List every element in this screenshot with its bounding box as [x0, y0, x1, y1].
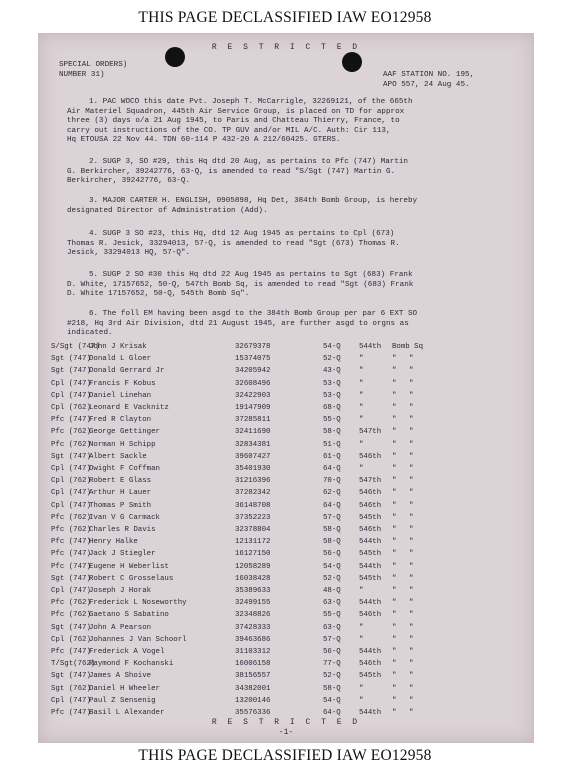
roster-squadron: " [392, 391, 397, 400]
roster-mos: 58-Q [323, 428, 341, 437]
punch-hole-right [342, 52, 362, 72]
roster-name: Fred R Clayton [89, 416, 152, 425]
roster-mos: 57-Q [323, 635, 341, 644]
roster-squadron: " [392, 696, 397, 705]
paragraph-line: D. White 17157652, 50-Q, 545th Bomb Sq". [67, 290, 250, 299]
roster-row [39, 624, 533, 634]
roster-serial: 37352223 [235, 513, 271, 522]
roster-squadron: " [392, 672, 397, 681]
roster-squadron: " [392, 355, 397, 364]
roster-squadron: " [392, 465, 397, 473]
roster-rank: Pfc (747) [51, 550, 91, 559]
roster-squadron: " [392, 404, 397, 412]
roster-row [39, 514, 533, 524]
roster-rank: Cpl (747) [51, 379, 91, 388]
roster-rank: Pfc (762) [51, 513, 91, 522]
roster-serial: 32378804 [235, 526, 271, 534]
roster-squadron: " [392, 550, 397, 559]
roster-unit: 545th [359, 513, 382, 522]
roster-row [39, 489, 533, 499]
roster-squadron: " [392, 587, 397, 595]
paragraph-line: D. White, 17157652, 50-Q, 547th Bomb Sq, is amended to read "Sgt (683) Frank [67, 280, 414, 289]
roster-ditto: " [409, 501, 414, 510]
roster-serial: 19147909 [235, 404, 271, 412]
roster-squadron: " [392, 501, 397, 510]
roster-row [39, 367, 533, 377]
roster-ditto: " [409, 562, 414, 571]
paragraph-line: Thomas R. Jesick, 33294013, 57-Q, is amended to read "Sgt (673) Thomas R. [67, 239, 400, 248]
roster-row [39, 563, 533, 573]
paragraph-2 [67, 158, 507, 187]
roster-serial: 16006158 [235, 660, 271, 669]
roster-squadron: " [392, 428, 397, 437]
roster-mos: 58-Q [323, 538, 341, 547]
roster-squadron: " [392, 538, 397, 547]
roster-row [39, 697, 533, 707]
paragraph-line: Berkircher, 39242776, 63-Q. [67, 177, 191, 186]
roster-row [39, 538, 533, 548]
roster-ditto: " [409, 635, 414, 644]
roster-rank: Sgt (747) [51, 355, 91, 364]
roster-ditto: " [409, 452, 414, 461]
roster-row [39, 636, 533, 646]
roster-squadron: " [392, 709, 397, 717]
roster-rank: Sgt (747) [51, 623, 91, 632]
roster-serial: 37428333 [235, 623, 271, 632]
classification-header: R E S T R I C T E D [211, 43, 361, 52]
roster-serial: 32411690 [235, 428, 271, 437]
roster-mos: 56-Q [323, 550, 341, 559]
roster-serial: 12131172 [235, 538, 271, 547]
roster-ditto: " [409, 526, 414, 534]
roster-rank: Cpl (762) [51, 635, 91, 644]
roster-unit: " [359, 587, 364, 595]
paragraph-3 [67, 197, 507, 216]
roster-name: George Gettinger [89, 428, 160, 437]
roster-unit: 544th [359, 343, 382, 351]
roster-unit: " [359, 635, 364, 644]
roster-rank: Cpl (762) [51, 404, 91, 412]
roster-row [39, 587, 533, 597]
roster-squadron: " [392, 660, 397, 669]
roster-mos: 52-Q [323, 574, 341, 583]
roster-mos: 64-Q [323, 465, 341, 473]
roster-serial: 36148708 [235, 501, 271, 510]
roster-ditto: " [409, 709, 414, 717]
roster-squadron: " [392, 526, 397, 534]
roster-unit: " [359, 355, 364, 364]
roster-unit: 547th [359, 428, 382, 437]
roster-ditto: " [409, 355, 414, 364]
roster-ditto: " [409, 623, 414, 632]
paragraph-line: designated Director of Administration (Add). [67, 206, 268, 215]
roster-name: Raymond F Kochanski [89, 660, 174, 669]
roster-mos: 64-Q [323, 709, 341, 717]
roster-ditto: " [409, 599, 414, 608]
paragraph-line: #218, Hq 3rd Air Division, dtd 21 August 1945, are further asgd to orgns as [67, 319, 409, 328]
roster-unit: 546th [359, 452, 382, 461]
roster-unit: 545th [359, 550, 382, 559]
roster-name: Daniel H Wheeler [89, 684, 160, 693]
roster-serial: 37285811 [235, 416, 271, 425]
roster-row [39, 428, 533, 438]
roster-squadron: " [392, 440, 397, 449]
roster-rank: Sgt (762) [51, 684, 91, 693]
roster-name: Albert Sackle [89, 452, 147, 461]
roster-ditto: " [409, 660, 414, 669]
roster-squadron: " [392, 489, 397, 498]
roster-unit: " [359, 623, 364, 632]
roster-rank: Pfc (762) [51, 599, 91, 608]
roster-row [39, 416, 533, 426]
roster-name: Paul Z Sensenig [89, 696, 156, 705]
roster-rank: Pfc (747) [51, 648, 91, 656]
roster-name: Frederick A Vogel [89, 648, 165, 656]
roster-name: Jack J Stiegler [89, 550, 156, 559]
roster-serial: 35401930 [235, 465, 271, 473]
roster-row [39, 550, 533, 560]
roster-mos: 52-Q [323, 672, 341, 681]
roster-row [39, 660, 533, 670]
roster-serial: 12058289 [235, 562, 271, 571]
roster-squadron: " [392, 599, 397, 608]
roster-row [39, 502, 533, 512]
roster-unit: 546th [359, 526, 382, 534]
station-label: AAF STATION NO. 195, [383, 71, 475, 79]
roster-mos: 77-Q [323, 660, 341, 669]
roster-ditto: " [409, 428, 414, 437]
roster-serial: 35576336 [235, 709, 271, 717]
paragraph-line: three (3) days o/a 21 Aug 1945, to Paris and Chatteau Thierry, France, to [67, 117, 400, 126]
roster-ditto: " [409, 440, 414, 449]
roster-rank: T/Sgt(762) [51, 660, 96, 669]
roster-name: Dwight F Coffman [89, 465, 160, 473]
roster-serial: 32608496 [235, 379, 271, 388]
roster-mos: 63-Q [323, 623, 341, 632]
roster-mos: 70-Q [323, 477, 341, 486]
roster-rank: Pfc (762) [51, 440, 91, 449]
roster-squadron: " [392, 452, 397, 461]
classification-footer: R E S T R I C T E D [211, 718, 361, 727]
roster-serial: 39607427 [235, 452, 271, 461]
roster-unit: 546th [359, 489, 382, 498]
roster-mos: 61-Q [323, 452, 341, 461]
roster-squadron: " [392, 574, 397, 583]
document-page [38, 33, 534, 743]
roster-row [39, 672, 533, 682]
roster-ditto: " [409, 550, 414, 559]
roster-rank: Pfc (747) [51, 538, 91, 547]
roster-unit: " [359, 684, 364, 693]
paragraph-line: G. Berkircher, 39242776, 63-Q, is amended to read "S/Sgt (747) Martin G. [67, 167, 396, 176]
roster-mos: 54-Q [323, 343, 341, 351]
roster-serial: 32499155 [235, 599, 271, 608]
roster-unit: 544th [359, 538, 382, 547]
roster-mos: 51-Q [323, 440, 341, 449]
paragraph-5 [67, 271, 507, 300]
roster-mos: 56-Q [323, 648, 341, 656]
roster-squadron: " [392, 562, 397, 571]
roster-mos: 55-Q [323, 416, 341, 425]
roster-unit: " [359, 404, 364, 412]
roster-serial: 35389633 [235, 587, 271, 595]
roster-rank: Pfc (762) [51, 526, 91, 534]
special-orders-label: SPECIAL ORDERS) [59, 61, 128, 69]
roster-serial: 32422903 [235, 391, 271, 400]
roster-rank: Pfc (747) [51, 709, 91, 717]
roster-unit: 544th [359, 648, 382, 656]
roster-rank: Sgt (747) [51, 574, 91, 583]
roster-name: Francis F Kobus [89, 379, 156, 388]
roster-ditto: " [409, 391, 414, 400]
roster-row [39, 648, 533, 658]
roster-unit: " [359, 416, 364, 425]
roster-ditto: " [409, 538, 414, 547]
roster-mos: 68-Q [323, 404, 341, 412]
apo-date: APO 557, 24 Aug 45. [383, 81, 470, 89]
paragraph-line: Hq ETOUSA 22 Nov 44. TDN 60-114 P 432-20 A 212/60425. GTERS. [67, 136, 341, 145]
paragraph-line: 5. SUGP 2 SO #30 this Hq dtd 22 Aug 1945 as pertains to Sgt (683) Frank [89, 271, 413, 279]
roster-name: John J Krisak [89, 343, 147, 351]
roster-squadron: " [392, 379, 397, 388]
roster-row [39, 441, 533, 451]
roster-row [39, 477, 533, 487]
roster-ditto: " [409, 611, 414, 620]
roster-name: Robert C Grosselaus [89, 574, 174, 583]
roster-ditto: " [409, 489, 414, 498]
roster-name: Norman H Schipp [89, 440, 156, 449]
roster-squadron: " [392, 648, 397, 656]
roster-name: Basil L Alexander [89, 709, 165, 717]
roster-ditto: " [409, 648, 414, 656]
roster-ditto: " [409, 684, 414, 693]
roster-unit: 547th [359, 477, 382, 486]
roster-unit: 545th [359, 672, 382, 681]
roster-name: Henry Halke [89, 538, 138, 547]
roster-squadron: " [392, 623, 397, 632]
roster-unit: 546th [359, 611, 382, 620]
roster-serial: 32679378 [235, 343, 271, 351]
roster-row [39, 526, 533, 536]
roster-mos: 54-Q [323, 562, 341, 571]
roster-serial: 13200146 [235, 696, 271, 705]
roster-squadron: " [392, 416, 397, 425]
paragraph-line: Jesick, 33294013 HQ, 57-Q". [67, 249, 191, 258]
roster-ditto: " [409, 404, 414, 412]
roster-squadron: Bomb Sq [392, 343, 424, 351]
roster-unit: 544th [359, 562, 382, 571]
roster-mos: 58-Q [323, 684, 341, 693]
roster-unit: 546th [359, 501, 382, 510]
special-orders-number: NUMBER 31) [59, 71, 105, 79]
paragraph-line: 4. SUGP 3 SO #23, this Hq, dtd 12 Aug 1945 as pertains to Cpl (673) [89, 230, 395, 238]
roster-mos: 53-Q [323, 391, 341, 400]
roster-ditto: " [409, 513, 414, 522]
roster-name: Eugene H Weberlist [89, 562, 169, 571]
roster-mos: 54-Q [323, 696, 341, 705]
paragraph-1 [67, 98, 507, 146]
roster-rank: Sgt (747) [51, 452, 91, 461]
roster-serial: 32834381 [235, 440, 271, 449]
roster-serial: 37282342 [235, 489, 271, 498]
roster-unit: " [359, 465, 364, 473]
roster-ditto: " [409, 477, 414, 486]
roster-mos: 52-Q [323, 355, 341, 364]
roster-row [39, 575, 533, 585]
roster-unit: " [359, 696, 364, 705]
roster-name: Gaetano S Sabatino [89, 611, 169, 620]
roster-serial: 39463686 [235, 635, 271, 644]
roster-rank: S/Sgt (747) [51, 343, 100, 351]
roster-serial: 16038428 [235, 574, 271, 583]
roster-row [39, 611, 533, 621]
roster-ditto: " [409, 696, 414, 705]
roster-mos: 48-Q [323, 587, 341, 595]
roster-ditto: " [409, 367, 414, 376]
roster-rank: Pfc (747) [51, 416, 91, 425]
roster-name: Charles R Davis [89, 526, 156, 534]
roster-serial: 31216396 [235, 477, 271, 486]
roster-row [39, 343, 533, 353]
roster-rank: Pfc (762) [51, 428, 91, 437]
paragraph-line: 3. MAJOR CARTER H. ENGLISH, 0905898, Hq Det, 384th Bomb Group, is hereby [89, 197, 418, 205]
paragraph-line: 1. PAC WOCO this date Pvt. Joseph T. McCarrigle, 32269121, of the 665th [89, 98, 413, 106]
roster-unit: 544th [359, 709, 382, 717]
roster-rank: Pfc (747) [51, 562, 91, 571]
roster-name: James A Shoive [89, 672, 152, 681]
paragraph-line: 2. SUGP 3, SO #29, this Hq dtd 20 Aug, as pertains to Pfc (747) Martin [89, 158, 408, 166]
roster-row [39, 380, 533, 390]
roster-name: Leonard E Vacknitz [89, 404, 169, 412]
roster-squadron: " [392, 477, 397, 486]
roster-rank: Cpl (747) [51, 501, 91, 510]
roster-mos: 43-Q [323, 367, 341, 376]
roster-row [39, 685, 533, 695]
roster-squadron: " [392, 367, 397, 376]
paragraph-6 [67, 310, 507, 339]
roster-row [39, 355, 533, 365]
roster-name: Frederick L Noseworthy [89, 599, 187, 608]
roster-name: Daniel Linehan [89, 391, 152, 400]
roster-rank: Cpl (762) [51, 477, 91, 486]
declassified-banner-bottom: THIS PAGE DECLASSIFIED IAW EO12958 [138, 747, 432, 764]
roster-row [39, 453, 533, 463]
roster-rank: Cpl (747) [51, 587, 91, 595]
roster-serial: 38156557 [235, 672, 271, 681]
roster-serial: 34382001 [235, 684, 271, 693]
roster-name: Donald Gerrard Jr [89, 367, 165, 376]
roster-rank: Sgt (747) [51, 367, 91, 376]
roster-name: Thomas P Smith [89, 501, 152, 510]
roster-ditto: " [409, 416, 414, 425]
roster-squadron: " [392, 611, 397, 620]
roster-name: John A Pearson [89, 623, 152, 632]
declassified-banner-top: THIS PAGE DECLASSIFIED IAW EO12958 [138, 9, 432, 26]
roster-mos: 57-Q [323, 513, 341, 522]
roster-unit: " [359, 367, 364, 376]
roster-unit: 546th [359, 660, 382, 669]
roster-squadron: " [392, 635, 397, 644]
roster-unit: " [359, 391, 364, 400]
roster-ditto: " [409, 574, 414, 583]
paragraph-line: carry out instructions of the CO. TP GUV and/or MIL A/C. Auth: Cir 113, [67, 126, 391, 135]
roster-serial: 34205942 [235, 367, 271, 376]
roster-name: Johannes J Van Schoorl [89, 635, 187, 644]
roster-serial: 15374075 [235, 355, 271, 364]
paragraph-line: Air Materiel Squadron, 445th Air Service Group, is placed on TD for approx [67, 107, 405, 116]
roster-row [39, 465, 533, 475]
roster-row [39, 392, 533, 402]
roster-rank: Cpl (747) [51, 489, 91, 498]
roster-serial: 16127150 [235, 550, 271, 559]
roster-name: Joseph J Horak [89, 587, 152, 595]
roster-ditto: " [409, 587, 414, 595]
roster-rank: Cpl (747) [51, 391, 91, 400]
roster-rank: Cpl (747) [51, 465, 91, 473]
roster-mos: 53-Q [323, 379, 341, 388]
roster-ditto: " [409, 379, 414, 388]
paragraph-line: indicated. [67, 329, 113, 338]
roster-unit: " [359, 440, 364, 449]
roster-name: Ivan V G Carmack [89, 513, 160, 522]
roster-mos: 64-Q [323, 501, 341, 510]
roster-row [39, 404, 533, 414]
roster-name: Robert E Glass [89, 477, 152, 486]
roster-mos: 55-Q [323, 611, 341, 620]
roster-mos: 62-Q [323, 489, 341, 498]
roster-name: Arthur H Lauer [89, 489, 152, 498]
roster-rank: Cpl (747) [51, 696, 91, 705]
roster-unit: 544th [359, 599, 382, 608]
roster-unit: 545th [359, 574, 382, 583]
roster-rank: Sgt (747) [51, 672, 91, 681]
roster-row [39, 599, 533, 609]
roster-squadron: " [392, 513, 397, 522]
roster-serial: 32348826 [235, 611, 271, 620]
roster-ditto: " [409, 465, 414, 473]
roster-rank: Pfc (762) [51, 611, 91, 620]
roster-ditto: " [409, 672, 414, 681]
roster-unit: " [359, 379, 364, 388]
roster-mos: 63-Q [323, 599, 341, 608]
roster-mos: 58-Q [323, 526, 341, 534]
paragraph-4 [67, 230, 507, 259]
roster-name: Donald L Gloer [89, 355, 152, 364]
roster-squadron: " [392, 684, 397, 693]
page-number: -1- [278, 728, 294, 737]
paragraph-line: 6. The foll EM having been asgd to the 384th Bomb Group per par 6 EXT SO [89, 310, 418, 318]
roster-serial: 31103312 [235, 648, 271, 656]
